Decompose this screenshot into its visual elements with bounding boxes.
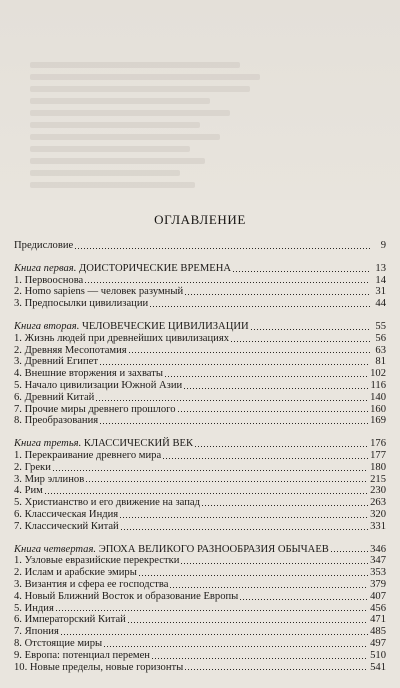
chapter-page: 102 xyxy=(370,368,386,380)
toc-book-heading[interactable] xyxy=(14,438,386,450)
toc-chapter[interactable] xyxy=(14,626,386,638)
leader-dots xyxy=(170,587,368,588)
chapter-label: 1. Жизнь людей при древнейших цивилизациях xyxy=(14,332,230,344)
leader-dots xyxy=(185,294,370,295)
chapter-label: 8. Преобразования xyxy=(14,415,99,427)
toc-preface-label: Предисловие xyxy=(14,240,74,251)
toc-chapter[interactable] xyxy=(14,485,386,497)
toc-book-heading[interactable] xyxy=(14,544,386,556)
chapter-page: 353 xyxy=(370,567,386,579)
chapter-page: 63 xyxy=(375,344,386,356)
book-page: 13 xyxy=(375,262,386,274)
chapter-label: 4. Внешние вторжения и захваты xyxy=(14,368,163,380)
chapter-label: 6. Древний Китай xyxy=(14,391,95,403)
chapter-label: 10. Новые пределы, новые горизонты xyxy=(14,661,184,673)
leader-dots xyxy=(104,646,368,647)
leader-dots xyxy=(165,376,368,377)
toc-chapter[interactable] xyxy=(14,662,386,674)
chapter-label: 2. Древняя Месопотамия xyxy=(14,344,127,356)
chapter-page: 177 xyxy=(370,449,386,461)
toc-chapter[interactable] xyxy=(14,380,386,392)
toc-chapter[interactable] xyxy=(14,497,386,509)
chapter-page: 263 xyxy=(370,497,386,509)
toc-chapter[interactable] xyxy=(14,567,386,579)
toc-chapter[interactable] xyxy=(14,638,386,650)
leader-dots xyxy=(178,411,369,412)
leader-dots xyxy=(85,282,370,283)
chapter-label: 3. Мир эллинов xyxy=(14,473,85,485)
toc-chapter[interactable] xyxy=(14,368,386,380)
book-title: ЭПОХА ВЕЛИКОГО РАЗНООБРАЗИЯ ОБЫЧАЕВ xyxy=(98,543,329,555)
toc-chapter[interactable] xyxy=(14,474,386,486)
chapter-page: 471 xyxy=(370,614,386,626)
chapter-label: 3. Древний Египет xyxy=(14,356,98,368)
chapter-label: 3. Византия и сфера ее господства xyxy=(14,578,169,590)
book-prefix: Книга третья. xyxy=(14,438,82,450)
table-of-contents xyxy=(14,240,386,673)
chapter-label: 2. Греки xyxy=(14,461,51,473)
toc-preface[interactable] xyxy=(14,240,386,252)
toc-chapter[interactable] xyxy=(14,450,386,462)
book-page: 55 xyxy=(375,320,386,332)
chapter-page: 541 xyxy=(370,661,386,673)
chapter-page: 169 xyxy=(370,415,386,427)
chapter-label: 5. Начало цивилизации Южной Азии xyxy=(14,379,183,391)
chapter-label: 5. Христианство и его движение на запад xyxy=(14,497,200,509)
chapter-page: 56 xyxy=(375,332,386,344)
chapter-page: 81 xyxy=(375,356,386,368)
chapter-label: 7. Прочие миры древнего прошлого xyxy=(14,403,176,415)
leader-dots xyxy=(195,446,368,447)
leader-dots xyxy=(152,658,368,659)
leader-dots xyxy=(100,423,368,424)
chapter-label: 1. Узловые евразийские перекрестки xyxy=(14,555,180,567)
toc-chapter[interactable] xyxy=(14,404,386,416)
page-title: ОГЛАВЛЕНИЕ xyxy=(154,212,246,227)
book-page: 346 xyxy=(370,543,386,555)
toc-chapter[interactable] xyxy=(14,591,386,603)
toc-chapter[interactable] xyxy=(14,462,386,474)
leader-dots xyxy=(251,329,370,330)
chapter-page: 320 xyxy=(370,508,386,520)
chapter-label: 9. Европа: потенциал перемен xyxy=(14,649,150,661)
leader-dots xyxy=(240,599,368,600)
leader-dots xyxy=(184,388,368,389)
leader-dots xyxy=(231,341,370,342)
toc-chapter[interactable] xyxy=(14,415,386,427)
chapter-page: 379 xyxy=(370,578,386,590)
chapter-page: 510 xyxy=(370,649,386,661)
chapter-page: 14 xyxy=(375,274,386,286)
leader-dots xyxy=(56,610,368,611)
leader-dots xyxy=(45,493,368,494)
leader-dots xyxy=(331,551,368,552)
leader-dots xyxy=(86,481,368,482)
leader-dots xyxy=(202,505,368,506)
chapter-page: 347 xyxy=(370,555,386,567)
toc-chapter[interactable] xyxy=(14,286,386,298)
leader-dots xyxy=(129,352,370,353)
toc-chapter[interactable] xyxy=(14,650,386,662)
toc-chapter[interactable] xyxy=(14,509,386,521)
leader-dots xyxy=(163,458,368,459)
toc-chapter[interactable] xyxy=(14,603,386,615)
leader-dots xyxy=(128,622,368,623)
chapter-page: 140 xyxy=(370,391,386,403)
bleed-through-area xyxy=(0,0,400,200)
toc-chapter[interactable] xyxy=(14,392,386,404)
chapter-page: 44 xyxy=(375,298,386,310)
leader-dots xyxy=(120,517,368,518)
toc-book-heading[interactable] xyxy=(14,263,386,275)
toc-chapter[interactable] xyxy=(14,555,386,567)
toc-chapter[interactable] xyxy=(14,275,386,287)
chapter-page: 456 xyxy=(370,602,386,614)
book-prefix: Книга четвертая. xyxy=(14,543,97,555)
leader-dots xyxy=(185,669,368,670)
leader-dots xyxy=(181,563,368,564)
chapter-page: 31 xyxy=(375,286,386,298)
chapter-page: 215 xyxy=(370,473,386,485)
chapter-label: 6. Классическая Индия xyxy=(14,508,119,520)
chapter-label: 3. Предпосылки цивилизации xyxy=(14,298,149,310)
book-prefix: Книга вторая. xyxy=(14,320,80,332)
chapter-label: 4. Рим xyxy=(14,485,43,497)
book-title: КЛАССИЧЕСКИЙ ВЕК xyxy=(83,438,194,450)
book-title: ЧЕЛОВЕЧЕСКИЕ ЦИВИЛИЗАЦИИ xyxy=(82,320,249,332)
leader-dots xyxy=(139,575,368,576)
chapter-label: 8. Отстоящие миры xyxy=(14,637,103,649)
chapter-label: 6. Императорский Китай xyxy=(14,614,126,626)
chapter-label: 1. Перекраивание древнего мира xyxy=(14,449,162,461)
leader-dots xyxy=(121,529,368,530)
leader-dots xyxy=(96,400,368,401)
leader-dots xyxy=(75,248,370,249)
toc-chapter[interactable] xyxy=(14,521,386,533)
chapter-label: 1. Первооснова xyxy=(14,274,84,286)
toc-chapter[interactable] xyxy=(14,333,386,345)
chapter-label: 4. Новый Ближний Восток и образование Европы xyxy=(14,590,239,602)
chapter-page: 160 xyxy=(370,403,386,415)
leader-dots xyxy=(233,271,370,272)
book-title: ДОИСТОРИЧЕСКИЕ ВРЕМЕНА xyxy=(79,262,232,274)
chapter-page: 331 xyxy=(370,520,386,532)
chapter-label: 5. Индия xyxy=(14,602,54,614)
toc-book-heading[interactable] xyxy=(14,321,386,333)
leader-dots xyxy=(100,364,370,365)
toc-chapter[interactable] xyxy=(14,298,386,310)
chapter-page: 230 xyxy=(370,485,386,497)
toc-chapter[interactable] xyxy=(14,614,386,626)
chapter-label: 2. Homo sapiens — человек разумный xyxy=(14,286,184,298)
chapter-label: 2. Ислам и арабские эмиры xyxy=(14,567,137,579)
toc-chapter[interactable] xyxy=(14,579,386,591)
leader-dots xyxy=(53,470,368,471)
chapter-page: 180 xyxy=(370,461,386,473)
leader-dots xyxy=(61,634,368,635)
leader-dots xyxy=(150,306,370,307)
chapter-page: 485 xyxy=(370,626,386,638)
chapter-page: 497 xyxy=(370,637,386,649)
chapter-page: 116 xyxy=(370,379,386,391)
chapter-label: 7. Классический Китай xyxy=(14,520,119,532)
chapter-label: 7. Япония xyxy=(14,626,59,638)
toc-chapter[interactable] xyxy=(14,345,386,357)
toc-preface-page: 9 xyxy=(380,240,386,251)
toc-chapter[interactable] xyxy=(14,356,386,368)
chapter-page: 407 xyxy=(370,590,386,602)
book-prefix: Книга первая. xyxy=(14,262,77,274)
book-page: 176 xyxy=(370,438,386,450)
